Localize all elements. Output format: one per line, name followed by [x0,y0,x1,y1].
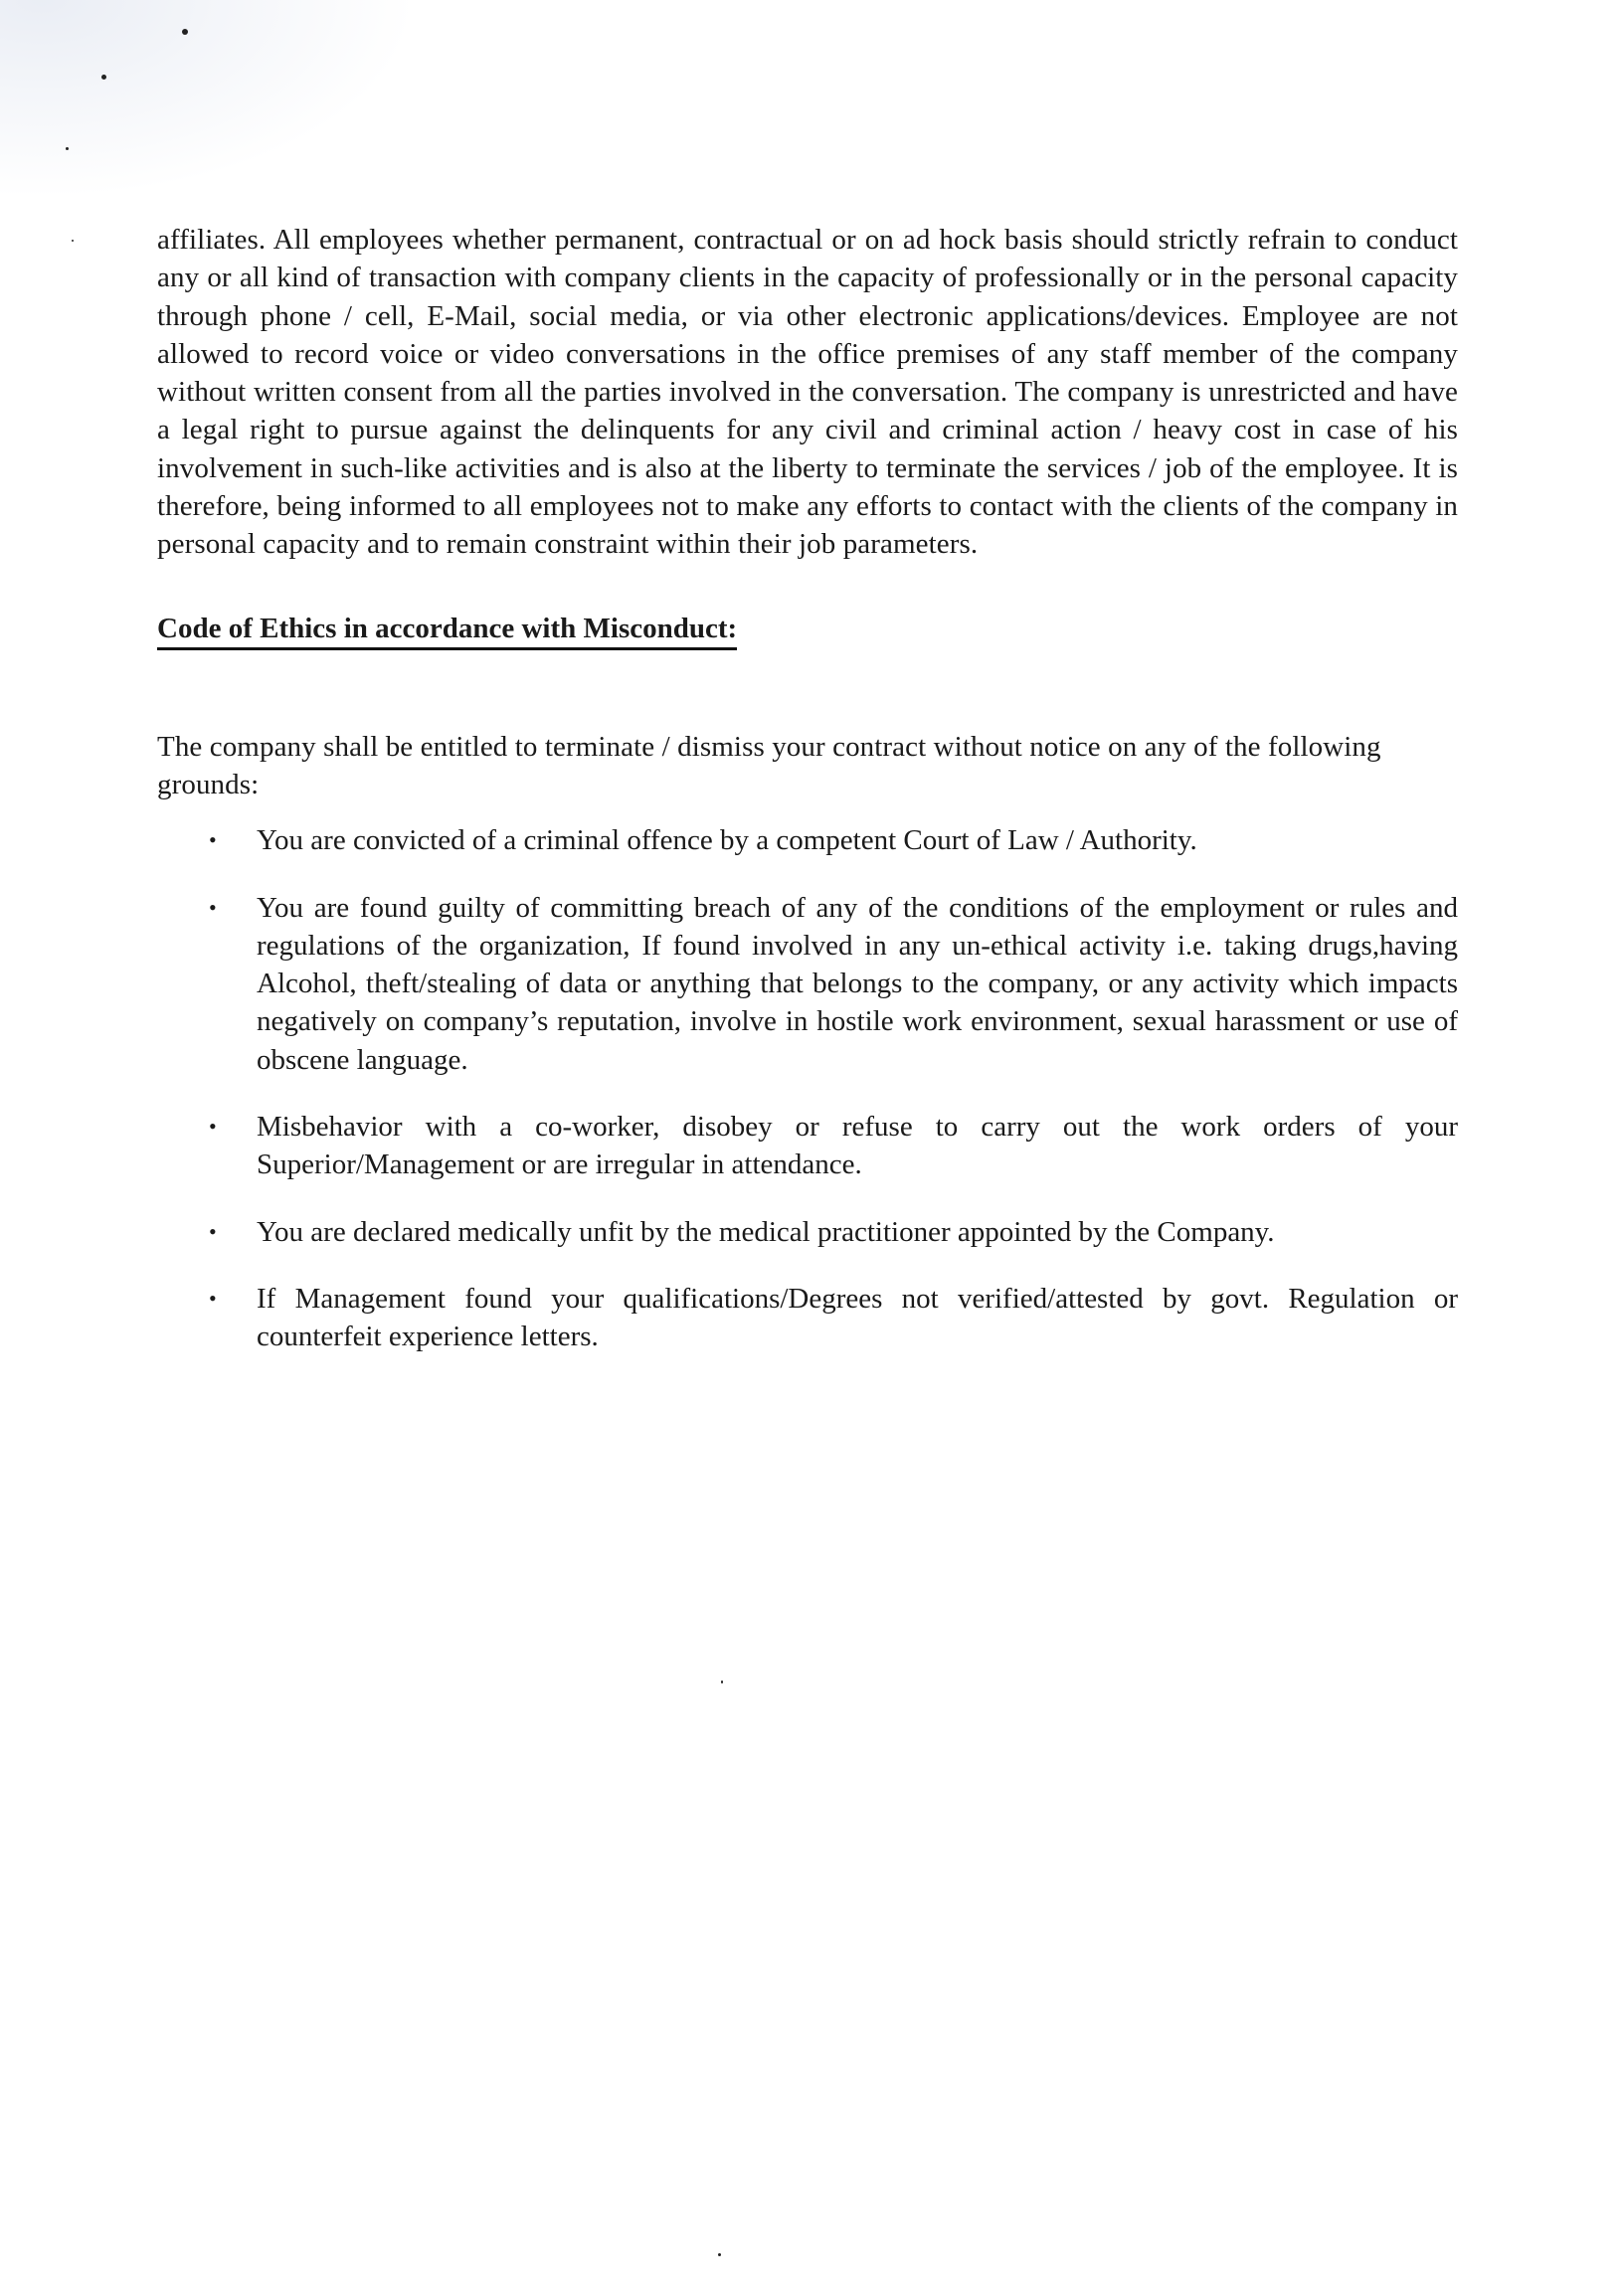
bullet-icon: • [209,827,217,853]
scan-speck [101,75,106,80]
grounds-list [157,821,1458,1355]
list-item-text: If Management found your qualifications/Degrees not verified/attested by govt. Regulation or counterfeit experience letters. [257,1282,1458,1353]
bullet-icon: • [209,1285,217,1311]
list-item-text: You are convicted of a criminal offence by a competent Court of Law / Authority. [257,824,1197,857]
list-item-text: You are declared medically unfit by the medical practitioner appointed by the Company. [257,1215,1275,1248]
list-item [157,1108,1458,1184]
document-page [157,221,1458,1385]
section-intro: The company shall be entitled to terminate / dismiss your contract without notice on any of the following grounds: [157,730,1381,800]
opening-paragraph: affiliates. All employees whether permanent, contractual or on ad hock basis should strictly refrain to conduct any or all kind of transaction with company clients in the capacity of professionally or in the personal capacity through phone / cell, E-Mail, social media, or via other electronic applications/devices. Employee are not allowed to record voice or video conversations in the office premises of any staff member of the company without written consent from all the parties involved in the conversation. The company is unrestricted and have a legal right to pursue against the delinquents for any civil and criminal action / heavy cost in case of his involvement in such-like activities and is also at the liberty to terminate the services / job of the employee. It is therefore, being informed to all employees not to make any efforts to contact with the clients of the company in personal capacity and to remain constraint within their job parameters. [157,224,1458,561]
list-item [157,1213,1458,1251]
scan-speck [721,1680,723,1683]
section-heading: Code of Ethics in accordance with Misconduct: [157,610,737,650]
scan-speck [72,240,74,242]
list-item-text: You are found guilty of committing breach of any of the conditions of the employment or rules and regulations of the organization, If found involved in any un-ethical activity i.e. taking drugs,having Alcohol, theft/stealing of data or anything that belongs to the company, or any activity which impacts negatively on company’s reputation, involve in hostile work environment, sexual harassment or use of obscene language. [257,891,1458,1076]
bullet-icon: • [209,1218,217,1244]
scan-shadow [0,0,418,199]
bullet-icon: • [209,1114,217,1140]
list-item [157,889,1458,1079]
scan-speck [182,29,188,35]
scan-speck [66,147,69,150]
list-item [157,1280,1458,1356]
bullet-icon: • [209,894,217,920]
list-item [157,821,1458,859]
list-item-text: Misbehavior with a co-worker, disobey or refuse to carry out the work orders of your Superior/Management or are irregular in attendance. [257,1111,1458,1181]
scan-speck [718,2253,721,2256]
